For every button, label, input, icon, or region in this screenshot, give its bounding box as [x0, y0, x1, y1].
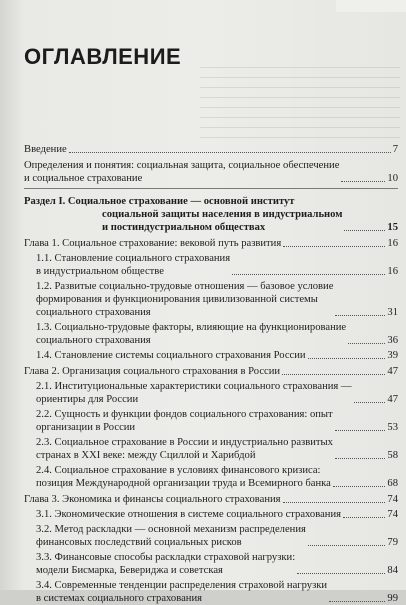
toc-entry-title	[36, 523, 306, 549]
toc-page-number: 53	[387, 422, 398, 433]
toc-entry-title	[24, 143, 67, 156]
leader-dots	[333, 485, 386, 487]
toc-entry-line: Определения и понятия: социальная защита, социальное обеспечение	[24, 160, 340, 171]
toc-entry-line: 2.4. Социальное страхование в условиях финансового кризиса:	[36, 465, 321, 476]
toc-entry[interactable]	[24, 551, 398, 577]
leader-dots	[335, 314, 385, 316]
toc-entry-line: 2.3. Социальное страхование в России и индустриально развитых	[36, 437, 333, 448]
toc-entry[interactable]	[24, 464, 398, 490]
toc-page-number: 58	[387, 450, 398, 461]
toc-entry-line: организации в России	[36, 422, 136, 433]
toc-entry[interactable]	[24, 408, 398, 434]
toc-entry-line: финансовых последствий социальных рисков	[36, 537, 242, 548]
leader-dots	[329, 600, 385, 602]
toc-entry-title	[36, 349, 306, 362]
leader-dots	[354, 401, 386, 403]
toc-entry-title	[36, 380, 352, 406]
leader-dots	[341, 180, 385, 182]
toc-entry-line: Глава 3. Экономика и финансы социального страхования	[24, 494, 281, 505]
toc-entry[interactable]	[24, 321, 398, 347]
toc-entry-title	[24, 365, 280, 378]
top-edge	[336, 0, 406, 12]
toc-entry-line: Введение	[24, 144, 67, 155]
toc-page-number: 47	[387, 366, 398, 377]
leader-dots	[344, 229, 385, 231]
toc-entry[interactable]	[24, 195, 398, 234]
toc-entry-line: социальной защиты населения в индустриальном	[102, 209, 343, 220]
divider	[24, 188, 398, 189]
bleed-through	[200, 58, 400, 138]
toc-page-number: 16	[387, 266, 398, 277]
toc-entry-line: в индустриальном обществе	[36, 266, 164, 277]
toc-entry-line: 3.3. Финансовые способы раскладки страховой нагрузки:	[36, 552, 296, 563]
toc-entry-title	[36, 579, 327, 605]
toc-page-number: 74	[387, 494, 398, 505]
leader-dots	[308, 357, 386, 359]
toc-entry[interactable]	[24, 159, 398, 185]
toc-entry-line: 1.2. Развитые социально-трудовые отношения — базовое условие	[36, 281, 334, 292]
table-of-contents	[24, 140, 398, 605]
toc-page-number: 7	[392, 144, 398, 155]
toc-page-number: 99	[387, 593, 398, 604]
toc-entry-line: социального страхования	[36, 335, 151, 346]
toc-page-number: 36	[387, 335, 398, 346]
toc-entry-title	[36, 280, 333, 319]
toc-page-number: 31	[387, 307, 398, 318]
toc-entry-title	[24, 195, 342, 234]
page-title: ОГЛАВЛЕНИЕ	[24, 44, 182, 69]
leader-dots	[297, 572, 385, 574]
toc-entry[interactable]	[24, 143, 398, 156]
toc-entry[interactable]	[24, 493, 398, 506]
toc-page-number: 16	[387, 238, 398, 249]
toc-entry-line: Раздел I. Социальное страхование — основной институт	[24, 196, 295, 207]
leader-dots	[335, 429, 386, 431]
toc-entry[interactable]	[24, 579, 398, 605]
toc-entry-line: 1.4. Становление системы социального страхования России	[36, 350, 306, 361]
toc-entry-line: и социальное страхование	[24, 173, 143, 184]
toc-entry-line: странах в XXI веке: между Сциллой и Харибдой	[36, 450, 256, 461]
toc-entry-line: 2.2. Сущность и функции фондов социального страхования: опыт	[36, 409, 333, 420]
toc-entry[interactable]	[24, 436, 398, 462]
toc-entry-title	[36, 508, 341, 521]
toc-entry-title	[36, 551, 295, 577]
toc-entry-line: 2.1. Институциональные характеристики социального страхования —	[36, 381, 352, 392]
toc-page-number: 47	[387, 394, 398, 405]
leader-dots	[283, 245, 385, 247]
leader-dots	[348, 342, 385, 344]
leader-dots	[343, 516, 385, 518]
toc-entry-line: Глава 1. Социальное страхование: вековой путь развития	[24, 238, 282, 249]
toc-page-number: 15	[387, 222, 398, 233]
toc-entry[interactable]	[24, 349, 398, 362]
toc-entry-title	[36, 436, 333, 462]
toc-page-number: 10	[387, 173, 398, 184]
leader-dots	[282, 373, 385, 375]
leader-dots	[308, 544, 386, 546]
toc-entry-line: 3.1. Экономические отношения в системе социального страхования	[36, 509, 341, 520]
toc-entry-title	[24, 237, 281, 250]
toc-entry-title	[36, 252, 230, 278]
toc-entry[interactable]	[24, 237, 398, 250]
toc-entry-line: 1.3. Социально-трудовые факторы, влияющие на функционирование	[36, 322, 347, 333]
toc-page-number: 79	[387, 537, 398, 548]
toc-entry[interactable]	[24, 280, 398, 319]
toc-entry[interactable]	[24, 523, 398, 549]
leader-dots	[335, 457, 385, 459]
toc-entry-line: и постиндустриальном обществах	[102, 222, 266, 233]
toc-entry-line: модели Бисмарка, Бевериджа и советская	[36, 565, 223, 576]
toc-entry-line: 3.4. Современные тенденции распределения страховой нагрузки	[36, 580, 328, 591]
toc-page-number: 68	[387, 478, 398, 489]
toc-page-number: 39	[387, 350, 398, 361]
toc-entry[interactable]	[24, 252, 398, 278]
toc-entry-line: ориентиры для России	[36, 394, 139, 405]
leader-dots	[232, 273, 385, 275]
toc-entry-title	[36, 408, 333, 434]
toc-page-number: 84	[387, 565, 398, 576]
toc-entry-line: 3.2. Метод раскладки — основной механизм распределения	[36, 524, 306, 535]
leader-dots	[283, 501, 386, 503]
toc-entry[interactable]	[24, 365, 398, 378]
toc-entry[interactable]	[24, 380, 398, 406]
toc-entry-title	[36, 464, 331, 490]
toc-entry-title	[24, 493, 281, 506]
toc-entry-title	[36, 321, 346, 347]
toc-entry-line: формирования и функционирования цивилизованной системы	[36, 294, 318, 305]
toc-entry-title	[24, 159, 339, 185]
toc-entry-line: социального страхования	[36, 307, 151, 318]
toc-entry-line: 1.1. Становление социального страхования	[36, 253, 231, 264]
leader-dots	[69, 151, 391, 153]
toc-entry-line: позиция Международной организации труда и Всемирного банка	[36, 478, 331, 489]
toc-page-number: 74	[387, 509, 398, 520]
toc-entry[interactable]	[24, 508, 398, 521]
toc-entry-line: в системах социального страхования	[36, 593, 203, 604]
toc-entry-line: Глава 2. Организация социального страхования в России	[24, 366, 281, 377]
